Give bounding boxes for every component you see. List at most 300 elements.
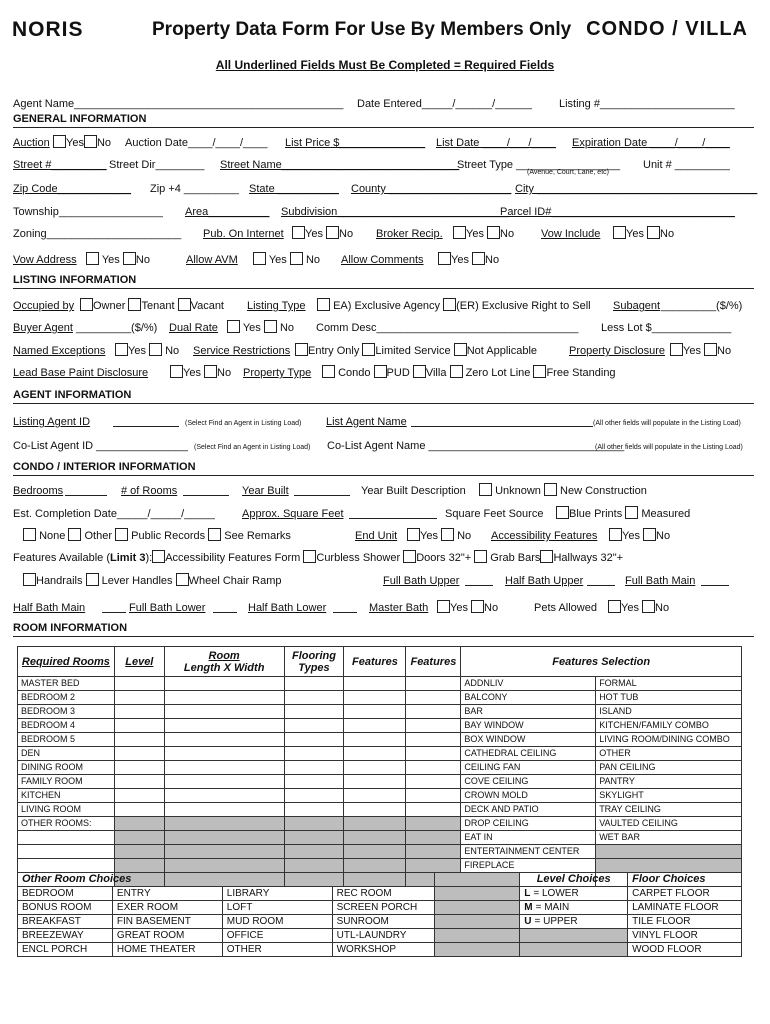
owner-checkbox[interactable] [80, 298, 93, 311]
no-label: No [484, 602, 499, 614]
features-cell[interactable] [344, 705, 406, 719]
county-field[interactable]: County ____________________ [351, 183, 512, 195]
listing-agent-id-field[interactable]: Listing Agent ID [13, 416, 91, 428]
master-bath-yes-checkbox[interactable] [437, 600, 450, 613]
table-row [18, 761, 742, 775]
features-cell[interactable] [406, 705, 461, 719]
other-label: Other [84, 530, 112, 542]
list-agent-name-field[interactable]: List Agent Name [326, 416, 407, 428]
entry-only-label: Entry Only [308, 345, 360, 357]
feature-option: BALCONY [461, 691, 596, 705]
vow-address-yes-checkbox[interactable] [86, 252, 99, 265]
room-size-cell[interactable] [164, 761, 284, 775]
flooring-cell[interactable] [284, 775, 344, 789]
pud-checkbox[interactable] [374, 365, 387, 378]
unit-number-field[interactable]: Unit # _________ [643, 159, 730, 171]
year-built-field[interactable]: Year Built [242, 485, 289, 497]
table-row [18, 803, 742, 817]
approx-sqft-field[interactable]: Approx. Square Feet [242, 508, 344, 520]
room-choice: REC ROOM [332, 887, 434, 901]
features-cell[interactable] [406, 691, 461, 705]
flooring-cell[interactable] [284, 761, 344, 775]
exclusive-right-checkbox[interactable] [443, 298, 456, 311]
feature-option: TRAY CEILING [596, 803, 742, 817]
features-cell[interactable] [406, 677, 461, 691]
condo-checkbox[interactable] [322, 365, 335, 378]
area-field[interactable]: Area__________ [185, 206, 270, 218]
public-records-checkbox[interactable] [115, 528, 128, 541]
features-cell[interactable] [344, 691, 406, 705]
table-row [18, 691, 742, 705]
lead-no-checkbox[interactable] [204, 365, 217, 378]
flooring-cell[interactable] [284, 677, 344, 691]
room-choice: LIBRARY [222, 887, 332, 901]
measured-checkbox[interactable] [625, 506, 638, 519]
dual-rate-yes-checkbox[interactable] [227, 320, 240, 333]
yes-label: Yes [683, 345, 701, 357]
free-standing-checkbox[interactable] [533, 365, 546, 378]
not-applicable-checkbox[interactable] [454, 343, 467, 356]
tenant-label: Tenant [141, 300, 175, 312]
features-cell[interactable] [344, 803, 406, 817]
flooring-cell[interactable] [284, 747, 344, 761]
level-cell[interactable] [114, 691, 164, 705]
room-name-cell: BEDROOM 2 [18, 691, 115, 705]
room-size-cell[interactable] [164, 817, 284, 831]
room-choice: LOFT [222, 901, 332, 915]
room-size-cell[interactable] [164, 831, 284, 845]
flooring-cell[interactable] [284, 803, 344, 817]
level-cell[interactable] [114, 803, 164, 817]
named-yes-checkbox[interactable] [115, 343, 128, 356]
no-label: No [485, 254, 500, 266]
doors-32-label: Doors 32"+ [416, 552, 472, 564]
accessibility-form-checkbox[interactable] [152, 550, 165, 563]
features-cell[interactable] [406, 761, 461, 775]
features-close-label: ): [145, 552, 153, 564]
master-bath-label: Master Bath [369, 602, 429, 614]
room-choice: OFFICE [222, 929, 332, 943]
occupied-by-label: Occupied by [13, 300, 75, 312]
level-cell[interactable] [114, 831, 164, 845]
curbless-shower-label: Curbless Shower [316, 552, 401, 564]
named-no-checkbox[interactable] [149, 343, 162, 356]
level-cell[interactable] [114, 719, 164, 733]
accessibility-no-checkbox[interactable] [643, 528, 656, 541]
co-list-agent-hint: (Select Find an Agent in Listing Load) [194, 444, 311, 451]
vacant-label: Vacant [190, 300, 224, 312]
flooring-cell[interactable] [284, 817, 344, 831]
gray-cell [434, 873, 520, 887]
level-choices-header: Level Choices [520, 873, 628, 887]
curbless-shower-checkbox[interactable] [303, 550, 316, 563]
floor-choices-header: Floor Choices [628, 873, 742, 887]
buyer-agent-label: Buyer Agent [13, 322, 73, 334]
list-item [18, 929, 742, 943]
table-row [18, 859, 742, 873]
feature-option: FIREPLACE [461, 859, 596, 873]
table-row [18, 733, 742, 747]
villa-label: Villa [425, 367, 447, 379]
unknown-label: Unknown [495, 485, 541, 497]
flooring-cell[interactable] [284, 859, 344, 873]
room-size-cell[interactable] [164, 859, 284, 873]
city-field[interactable]: City ____________________________________ [515, 183, 758, 195]
listing-agent-row [13, 414, 754, 430]
flooring-cell[interactable] [284, 691, 344, 705]
no-label: No [660, 228, 675, 240]
yes-label: Yes [305, 228, 323, 240]
flooring-cell[interactable] [284, 705, 344, 719]
handrails-checkbox[interactable] [23, 573, 36, 586]
section-general: GENERAL INFORMATION [13, 111, 754, 128]
grab-bars-checkbox[interactable] [474, 550, 487, 563]
date-entered-field[interactable]: Date Entered_____/______/______ [357, 98, 532, 110]
sqft-source-label: Square Feet Source [445, 508, 544, 520]
level-cell[interactable] [114, 775, 164, 789]
vow-include-no-checkbox[interactable] [647, 226, 660, 239]
no-label: No [96, 137, 112, 149]
buyer-agent-field[interactable]: _________($/%) [76, 322, 158, 334]
lead-yes-checkbox[interactable] [170, 365, 183, 378]
see-remarks-checkbox[interactable] [208, 528, 221, 541]
property-disclosure-label: Property Disclosure [569, 345, 665, 357]
co-list-agent-id-field[interactable]: Co-List Agent ID _______________ [13, 440, 188, 452]
auction-no-checkbox[interactable] [84, 135, 97, 148]
features-available-label: Features Available ( [13, 552, 111, 564]
other-checkbox[interactable] [68, 528, 81, 541]
feature-option: FORMAL [596, 677, 742, 691]
room-size-cell[interactable] [164, 733, 284, 747]
room-size-cell[interactable] [164, 845, 284, 859]
full-bath-main-field[interactable]: Full Bath Main [625, 575, 696, 587]
yes-label: Yes [450, 602, 468, 614]
comments-yes-checkbox[interactable] [438, 252, 451, 265]
features-available-row [13, 550, 754, 566]
tenant-checkbox[interactable] [128, 298, 141, 311]
features-cell[interactable] [406, 859, 461, 873]
township-row [13, 204, 754, 220]
room-choice: BREEZEWAY [18, 929, 113, 943]
flooring-cell[interactable] [284, 719, 344, 733]
gray-cell [434, 887, 520, 901]
dual-rate-no-checkbox[interactable] [264, 320, 277, 333]
broker-recip-label: Broker Recip. [376, 228, 443, 240]
features-cell[interactable] [406, 831, 461, 845]
level-code: M [524, 902, 533, 913]
features-cell[interactable] [406, 803, 461, 817]
gray-cell [434, 929, 520, 943]
level-cell[interactable] [114, 789, 164, 803]
owner-label: Owner [93, 300, 126, 312]
gray-cell [434, 915, 520, 929]
subagent-field[interactable]: _________($/%) [661, 300, 743, 312]
parcel-id-field[interactable]: Parcel ID#______________________________ [500, 206, 735, 218]
room-size-cell[interactable] [164, 803, 284, 817]
unknown-checkbox[interactable] [479, 483, 492, 496]
room-name-cell: LIVING ROOM [18, 803, 115, 817]
zip-plus4-field[interactable]: Zip +4 _________ [150, 183, 239, 195]
level-code: U [524, 916, 532, 927]
level-cell[interactable] [114, 677, 164, 691]
doors-32-checkbox[interactable] [403, 550, 416, 563]
list-item [18, 943, 742, 957]
level-cell[interactable] [114, 817, 164, 831]
comm-desc-field[interactable]: Comm Desc_________________________________ [316, 322, 579, 334]
flooring-cell[interactable] [284, 789, 344, 803]
features-cell[interactable] [344, 761, 406, 775]
floor-choice: VINYL FLOOR [628, 929, 742, 943]
auction-date-field[interactable]: Auction Date____/____/____ [125, 137, 268, 149]
level-header: Level [114, 647, 164, 677]
handrails-label: Handrails [36, 575, 83, 587]
completion-row [13, 506, 754, 522]
auction-yes-checkbox[interactable] [53, 135, 66, 148]
feature-option: EAT IN [461, 831, 596, 845]
pets-no-checkbox[interactable] [642, 600, 655, 613]
room-choice: SCREEN PORCH [332, 901, 434, 915]
zero-lot-line-label: Zero Lot Line [465, 367, 531, 379]
room-name-cell: DEN [18, 747, 115, 761]
listing-number-field[interactable]: Listing #______________________ [559, 98, 735, 110]
exclusive-agency-checkbox[interactable] [317, 298, 330, 311]
features-cell[interactable] [406, 817, 461, 831]
yes-label: Yes [101, 254, 120, 266]
pets-yes-checkbox[interactable] [608, 600, 621, 613]
features-cell[interactable] [344, 677, 406, 691]
level-cell[interactable] [114, 747, 164, 761]
full-bath-lower-field[interactable]: Full Bath Lower [129, 602, 206, 614]
half-bath-lower-field[interactable]: Half Bath Lower [248, 602, 327, 614]
features-cell[interactable] [344, 747, 406, 761]
level-choice [520, 887, 628, 901]
room-size-cell[interactable] [164, 747, 284, 761]
est-completion-date-field[interactable]: Est. Completion Date_____/_____/_____ [13, 508, 215, 520]
expiration-date-field[interactable]: Expiration Date ____/____/____ [572, 137, 730, 149]
limited-service-label: Limited Service [375, 345, 451, 357]
zero-lot-line-checkbox[interactable] [450, 365, 463, 378]
table-row [18, 719, 742, 733]
length-width-label: Length X Width [183, 661, 265, 674]
level-cell[interactable] [114, 705, 164, 719]
street-name-field[interactable]: Street Name_____________________________ [220, 159, 460, 171]
yes-label: Yes [626, 228, 644, 240]
condo-label: Condo [338, 367, 371, 379]
zip-row [13, 181, 758, 197]
other-room-choices-header: Other Room Choices [18, 873, 435, 887]
blue-prints-checkbox[interactable] [556, 506, 569, 519]
er-label: (ER) Exclusive Right to Sell [456, 300, 591, 312]
room-name-cell: BEDROOM 3 [18, 705, 115, 719]
end-unit-no-checkbox[interactable] [441, 528, 454, 541]
full-bath-upper-field[interactable]: Full Bath Upper [383, 575, 460, 587]
broker-yes-checkbox[interactable] [453, 226, 466, 239]
features-cell[interactable] [344, 733, 406, 747]
auction-row [13, 135, 754, 151]
lever-handles-checkbox[interactable] [86, 573, 99, 586]
hallways-32-checkbox[interactable] [540, 550, 553, 563]
room-size-cell[interactable] [164, 677, 284, 691]
feature-option: BOX WINDOW [461, 733, 596, 747]
no-label: No [339, 228, 354, 240]
street-dir-field[interactable]: Street Dir________ [109, 159, 205, 171]
property-category: CONDO / VILLA [586, 18, 748, 40]
list-date-field[interactable]: List Date ____/___/____ [436, 137, 556, 149]
level-cell[interactable] [114, 845, 164, 859]
lead-paint-label: Lead Base Paint Disclosure [13, 367, 149, 379]
limit-label: Limit 3 [110, 552, 146, 564]
none-label: None [39, 530, 66, 542]
number-of-rooms-field[interactable]: # of Rooms [121, 485, 178, 497]
features-cell[interactable] [344, 831, 406, 845]
township-field[interactable]: Township_________________ [13, 206, 163, 218]
choices-rows [18, 873, 742, 957]
features-cell[interactable] [344, 817, 406, 831]
section-listing: LISTING INFORMATION [13, 272, 754, 289]
list-item [18, 901, 742, 915]
property-type-label: Property Type [243, 367, 312, 379]
occupied-row [13, 298, 754, 314]
half-bath-upper-field[interactable]: Half Bath Upper [505, 575, 584, 587]
level-cell[interactable] [114, 733, 164, 747]
feature-option: PANTRY [596, 775, 742, 789]
no-label: No [500, 228, 515, 240]
no-label: No [655, 602, 670, 614]
features-cell[interactable] [406, 789, 461, 803]
vacant-checkbox[interactable] [178, 298, 191, 311]
room-name-cell: FAMILY ROOM [18, 775, 115, 789]
listing-agent-hint: (Select Find an Agent in Listing Load) [185, 420, 302, 427]
co-list-agent-name-field[interactable]: Co-List Agent Name ________________________________ [327, 440, 625, 452]
features-cell[interactable] [344, 845, 406, 859]
zoning-field[interactable]: Zoning______________________ [13, 228, 182, 240]
disclosure-no-checkbox[interactable] [704, 343, 717, 356]
table-row [18, 817, 742, 831]
entry-only-checkbox[interactable] [295, 343, 308, 356]
villa-checkbox[interactable] [413, 365, 426, 378]
comments-no-checkbox[interactable] [472, 252, 485, 265]
vow-include-yes-checkbox[interactable] [613, 226, 626, 239]
features-cell[interactable] [344, 719, 406, 733]
feature-option: OTHER [596, 747, 742, 761]
less-lot-field[interactable]: Less Lot $_____________ [601, 322, 732, 334]
free-standing-label: Free Standing [546, 367, 616, 379]
avm-yes-checkbox[interactable] [253, 252, 266, 265]
room-name-cell: OTHER ROOMS: [18, 817, 115, 831]
room-name-cell: BEDROOM 4 [18, 719, 115, 733]
street-type-field[interactable]: Street Type _________________ [457, 159, 621, 171]
flooring-cell[interactable] [284, 733, 344, 747]
hallways-32-label: Hallways 32"+ [553, 552, 624, 564]
accessibility-yes-checkbox[interactable] [609, 528, 622, 541]
features-cell[interactable] [344, 859, 406, 873]
level-choice [520, 943, 628, 957]
named-exceptions-row [13, 343, 754, 359]
end-unit-yes-checkbox[interactable] [407, 528, 420, 541]
level-cell[interactable] [114, 761, 164, 775]
no-label: No [305, 254, 320, 266]
room-choice: BONUS ROOM [18, 901, 113, 915]
level-meaning: = UPPER [534, 916, 578, 927]
agent-name-field[interactable]: Agent Name____________________________________________ [13, 98, 344, 110]
room-name-cell [18, 859, 115, 873]
room-name-cell: BEDROOM 5 [18, 733, 115, 747]
features-cell[interactable] [406, 719, 461, 733]
room-choice: ENCL PORCH [18, 943, 113, 957]
buyer-agent-row [13, 320, 754, 336]
feature-option: LIVING ROOM/DINING COMBO [596, 733, 742, 747]
features-cell[interactable] [406, 845, 461, 859]
features-cell[interactable] [344, 789, 406, 803]
flooring-cell[interactable] [284, 845, 344, 859]
source-options-row [13, 528, 754, 544]
room-size-cell[interactable] [164, 789, 284, 803]
no-label: No [279, 322, 294, 334]
features-cell[interactable] [406, 747, 461, 761]
subdivision-field[interactable]: Subdivision____________________________ [281, 206, 509, 218]
avm-no-checkbox[interactable] [290, 252, 303, 265]
features-cell[interactable] [406, 775, 461, 789]
level-choice [520, 915, 628, 929]
wheel-chair-ramp-checkbox[interactable] [176, 573, 189, 586]
yes-label: Yes [622, 530, 640, 542]
features-cell[interactable] [406, 733, 461, 747]
vow-address-no-checkbox[interactable] [123, 252, 136, 265]
bedrooms-field[interactable]: Bedrooms [13, 485, 64, 497]
new-construction-checkbox[interactable] [544, 483, 557, 496]
lead-paint-row [13, 365, 754, 381]
form-title: Property Data Form For Use By Members Only [152, 19, 572, 40]
level-choice [520, 929, 628, 943]
room-size-cell[interactable] [164, 705, 284, 719]
feature-option: CATHEDRAL CEILING [461, 747, 596, 761]
half-bath-main-field[interactable]: Half Bath Main [13, 602, 86, 614]
none-checkbox[interactable] [23, 528, 36, 541]
co-list-agent-row [13, 438, 754, 454]
limited-service-checkbox[interactable] [362, 343, 375, 356]
disclosure-yes-checkbox[interactable] [670, 343, 683, 356]
room-size-cell[interactable] [164, 691, 284, 705]
list-price-field[interactable]: List Price $______________ [285, 137, 426, 149]
features-cell[interactable] [344, 775, 406, 789]
room-size-cell[interactable] [164, 719, 284, 733]
grab-bars-label: Grab Bars [490, 552, 541, 564]
state-field[interactable]: State __________ [249, 183, 339, 195]
zip-code-field[interactable]: Zip Code____________ [13, 183, 132, 195]
yes-label: Yes [242, 322, 261, 334]
flooring-cell[interactable] [284, 831, 344, 845]
yes-label: Yes [128, 345, 146, 357]
pub-internet-yes-checkbox[interactable] [292, 226, 305, 239]
level-cell[interactable] [114, 859, 164, 873]
pub-internet-no-checkbox[interactable] [326, 226, 339, 239]
new-construction-label: New Construction [560, 485, 647, 497]
street-number-field[interactable]: Street #_________ [13, 159, 107, 171]
choices-table [17, 872, 742, 957]
room-choice: HOME THEATER [112, 943, 222, 957]
subagent-label: Subagent [613, 300, 661, 312]
level-choice [520, 901, 628, 915]
room-size-cell[interactable] [164, 775, 284, 789]
yes-label: Yes [268, 254, 287, 266]
feature-option: PAN CEILING [596, 761, 742, 775]
table-row [18, 677, 742, 691]
master-bath-no-checkbox[interactable] [471, 600, 484, 613]
vow-row [13, 252, 754, 268]
broker-no-checkbox[interactable] [487, 226, 500, 239]
table-row [18, 789, 742, 803]
measured-label: Measured [641, 508, 691, 520]
